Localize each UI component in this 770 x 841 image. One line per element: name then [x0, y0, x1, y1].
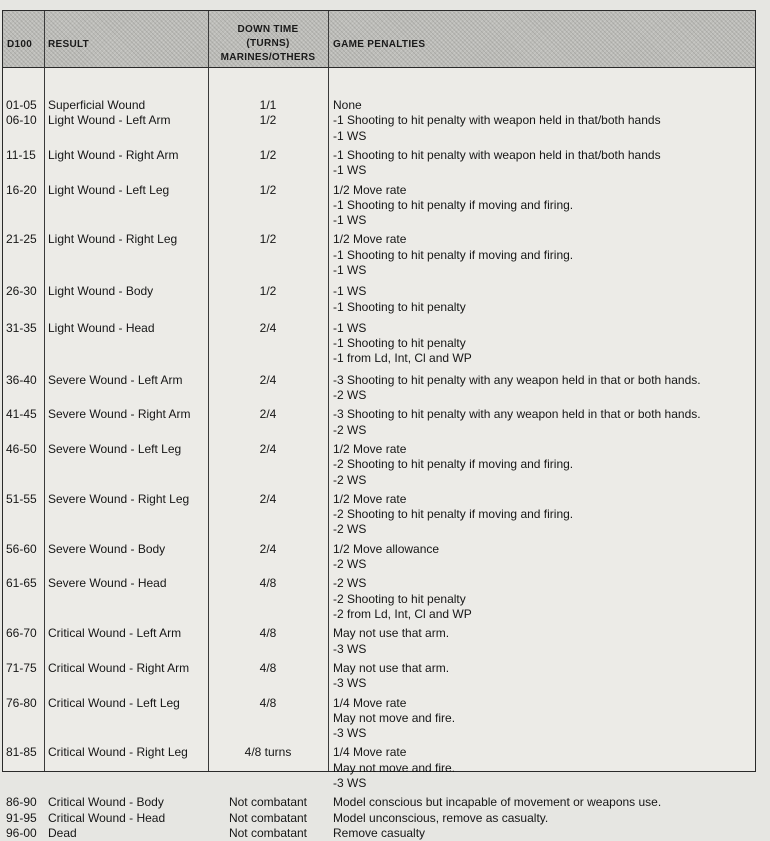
- cell-penalties: [333, 826, 753, 841]
- cell-penalties: [333, 811, 753, 826]
- penalty-line: -3 Shooting to hit penalty with any weapon held in that or both hands.: [333, 372, 701, 387]
- cell-down-time: 2/4: [259, 491, 277, 506]
- header-down-time: [208, 23, 328, 65]
- penalty-line: -1 Shooting to hit penalty with weapon held in that/both hands: [333, 113, 661, 128]
- cell-penalties: [333, 98, 753, 113]
- cell-down-time: 1/2: [259, 232, 277, 247]
- cell-down-time: 2/4: [259, 407, 277, 422]
- penalty-line: 1/4 Move rate: [333, 745, 407, 760]
- penalty-line: -2 WS: [333, 522, 367, 537]
- penalty-line: -2 Shooting to hit penalty if moving and firing.: [333, 457, 574, 472]
- penalty-line: 1/2 Move rate: [333, 491, 407, 506]
- penalty-line: -1 Shooting to hit penalty if moving and firing.: [333, 197, 574, 212]
- penalty-line: -1 from Ld, Int, Cl and WP: [333, 351, 472, 366]
- cell-result: Light Wound - Body: [48, 284, 154, 299]
- cell-down-time: 4/8: [259, 626, 277, 641]
- penalty-line: May not use that arm.: [333, 660, 450, 675]
- column-divider: [44, 11, 45, 771]
- cell-d100: 21-25: [6, 232, 37, 247]
- cell-result: Light Wound - Right Arm: [48, 147, 179, 162]
- cell-down-time: 1/2: [259, 113, 277, 128]
- cell-result: Light Wound - Right Leg: [48, 232, 178, 247]
- penalty-line: -3 WS: [333, 775, 367, 790]
- cell-down-time: 1/2: [259, 182, 277, 197]
- penalty-line: -2 WS: [333, 557, 367, 572]
- penalty-line: -2 WS: [333, 388, 367, 403]
- penalty-line: -1 WS: [333, 163, 367, 178]
- header-d100: D100: [7, 39, 33, 50]
- penalty-line: -2 Shooting to hit penalty if moving and firing.: [333, 507, 574, 522]
- column-divider: [328, 11, 329, 771]
- cell-d100: 26-30: [6, 284, 37, 299]
- cell-d100: 01-05: [6, 98, 37, 112]
- penalty-line: -3 Shooting to hit penalty with any weapon held in that or both hands.: [333, 407, 701, 422]
- cell-down-time: Not combatant: [228, 810, 308, 825]
- penalty-line: -1 Shooting to hit penalty: [333, 299, 466, 314]
- penalty-line: 1/2 Move rate: [333, 182, 407, 197]
- cell-penalties: [333, 626, 753, 657]
- wound-table: [2, 10, 756, 840]
- penalty-line: 1/2 Move rate: [333, 232, 407, 247]
- cell-result: Severe Wound - Left Leg: [48, 442, 182, 456]
- cell-penalties: [333, 492, 753, 538]
- penalty-line: -3 WS: [333, 641, 367, 656]
- cell-down-time: Not combatant: [228, 825, 308, 840]
- cell-result: Severe Wound - Left Arm: [48, 372, 183, 387]
- cell-d100: 81-85: [6, 745, 37, 760]
- cell-penalties: [333, 373, 753, 404]
- penalty-line: None: [333, 98, 362, 112]
- cell-down-time: 1/1: [259, 98, 277, 112]
- cell-result: Severe Wound - Body: [48, 541, 166, 556]
- penalty-line: 1/4 Move rate: [333, 695, 407, 710]
- cell-result: Light Wound - Head: [48, 320, 155, 335]
- cell-result: Severe Wound - Right Leg: [48, 491, 190, 506]
- penalty-line: Model unconscious, remove as casualty.: [333, 810, 549, 825]
- penalty-line: May not move and fire.: [333, 760, 456, 775]
- cell-result: Critical Wound - Left Leg: [48, 695, 180, 710]
- cell-d100: 61-65: [6, 576, 37, 591]
- cell-result: Critical Wound - Right Leg: [48, 745, 188, 760]
- header-down-time-line3: MARINES/OTHERS: [220, 52, 316, 63]
- penalty-line: Remove casualty: [333, 825, 426, 840]
- cell-down-time: 2/4: [259, 442, 277, 456]
- cell-penalties: [333, 442, 753, 488]
- cell-down-time: 4/8 turns: [244, 745, 292, 760]
- cell-down-time: 2/4: [259, 320, 277, 335]
- cell-penalties: [333, 148, 753, 179]
- header-result: RESULT: [48, 39, 90, 50]
- cell-result: Dead: [48, 825, 77, 840]
- cell-result: Critical Wound - Head: [48, 810, 166, 825]
- cell-down-time: 4/8: [259, 576, 277, 591]
- penalty-line: May not use that arm.: [333, 626, 450, 641]
- cell-down-time: 2/4: [259, 372, 277, 387]
- cell-result: Light Wound - Left Leg: [48, 182, 170, 197]
- cell-result: Severe Wound - Head: [48, 576, 167, 591]
- cell-penalties: [333, 183, 753, 229]
- cell-result: Critical Wound - Left Arm: [48, 626, 182, 641]
- header-down-time-line1: DOWN TIME: [237, 24, 299, 35]
- cell-d100: 06-10: [6, 113, 37, 128]
- cell-d100: 71-75: [6, 660, 37, 675]
- cell-d100: 91-95: [6, 810, 37, 825]
- cell-penalties: [333, 113, 753, 144]
- penalty-line: -1 WS: [333, 128, 367, 143]
- cell-penalties: [333, 542, 753, 573]
- cell-down-time: 1/2: [259, 147, 277, 162]
- cell-d100: 41-45: [6, 407, 37, 422]
- cell-d100: 56-60: [6, 541, 37, 556]
- penalty-line: -3 WS: [333, 676, 367, 691]
- header-game-penalties: GAME PENALTIES: [333, 39, 426, 50]
- cell-result: Critical Wound - Body: [48, 795, 164, 810]
- cell-d100: 16-20: [6, 182, 37, 197]
- cell-d100: 11-15: [6, 147, 36, 162]
- penalty-line: -1 WS: [333, 284, 367, 299]
- penalty-line: -1 Shooting to hit penalty with weapon held in that/both hands: [333, 147, 661, 162]
- header-down-time-line2: (TURNS): [246, 38, 290, 49]
- cell-down-time: 4/8: [259, 660, 277, 675]
- cell-d100: 36-40: [6, 372, 37, 387]
- penalty-line: -1 Shooting to hit penalty if moving and firing.: [333, 247, 574, 262]
- cell-result: Critical Wound - Right Arm: [48, 660, 190, 675]
- cell-result: Severe Wound - Right Arm: [48, 407, 191, 422]
- penalty-line: -1 WS: [333, 320, 367, 335]
- penalty-line: -2 Shooting to hit penalty: [333, 591, 466, 606]
- cell-penalties: [333, 232, 753, 278]
- cell-result: Light Wound - Left Arm: [48, 113, 171, 128]
- cell-d100: 76-80: [6, 695, 37, 710]
- cell-d100: 86-90: [6, 795, 37, 810]
- cell-penalties: [333, 407, 753, 438]
- penalty-line: -2 WS: [333, 576, 367, 591]
- cell-penalties: [333, 795, 753, 810]
- penalty-line: -2 from Ld, Int, Cl and WP: [333, 606, 472, 621]
- cell-down-time: 2/4: [259, 541, 277, 556]
- penalty-line: -2 WS: [333, 472, 367, 487]
- cell-penalties: [333, 576, 753, 622]
- penalty-line: May not move and fire.: [333, 710, 456, 725]
- penalty-line: Model conscious but incapable of movement or weapons use.: [333, 795, 662, 810]
- penalty-line: 1/2 Move rate: [333, 442, 407, 456]
- cell-down-time: 1/2: [259, 284, 277, 299]
- cell-result: Superficial Wound: [48, 98, 146, 112]
- cell-d100: 31-35: [6, 320, 37, 335]
- penalty-line: -3 WS: [333, 726, 367, 741]
- cell-penalties: [333, 321, 753, 367]
- cell-penalties: [333, 745, 753, 791]
- penalty-line: -1 Shooting to hit penalty: [333, 336, 466, 351]
- cell-down-time: 4/8: [259, 695, 277, 710]
- cell-d100: 46-50: [6, 442, 37, 456]
- penalty-line: -1 WS: [333, 262, 367, 277]
- cell-down-time: Not combatant: [228, 795, 308, 810]
- cell-penalties: [333, 284, 753, 315]
- penalty-line: 1/2 Move allowance: [333, 541, 440, 556]
- cell-penalties: [333, 661, 753, 692]
- cell-d100: 66-70: [6, 626, 37, 641]
- penalty-line: -2 WS: [333, 422, 367, 437]
- table-header: [3, 11, 755, 68]
- penalty-line: -1 WS: [333, 213, 367, 228]
- cell-d100: 51-55: [6, 491, 37, 506]
- cell-d100: 96-00: [6, 825, 37, 840]
- cell-penalties: [333, 696, 753, 742]
